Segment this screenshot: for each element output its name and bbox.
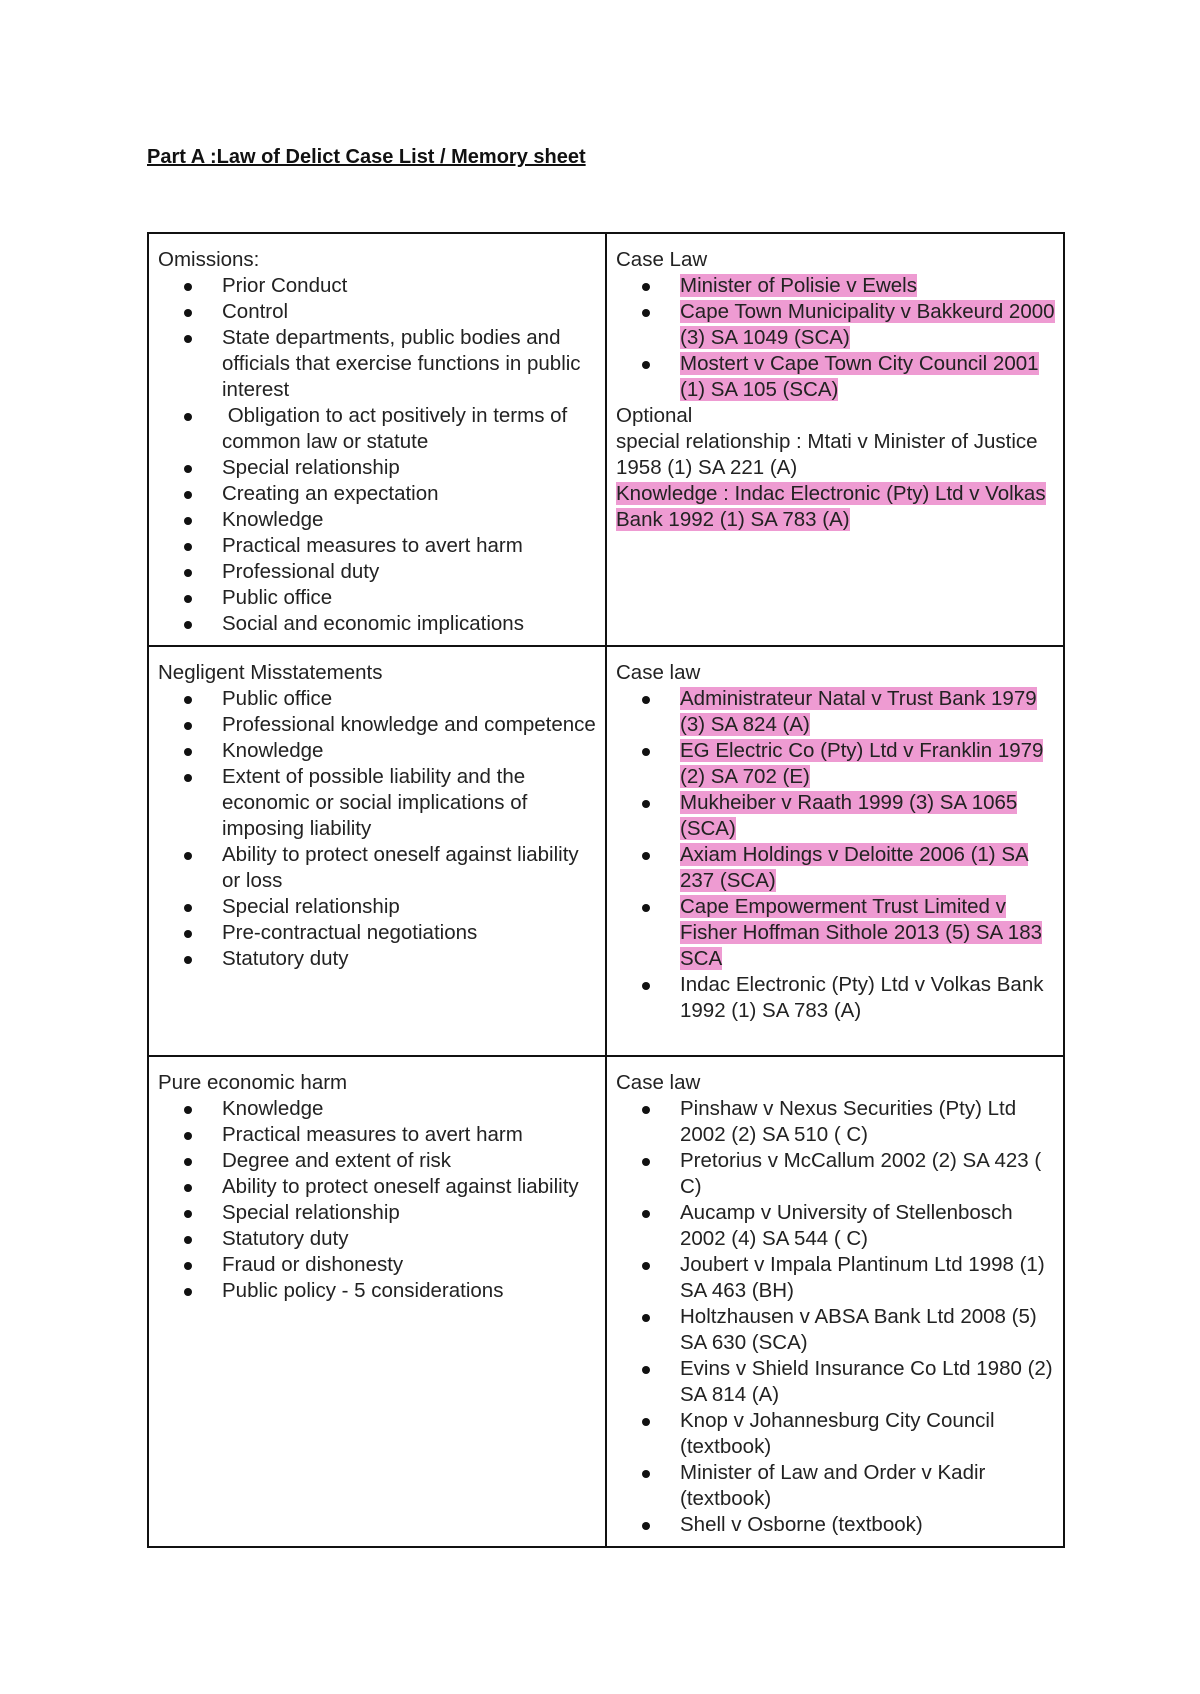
list-item: Shell v Osborne (textbook) <box>680 1512 1055 1538</box>
list-item: Mukheiber v Raath 1999 (3) SA 1065 (SCA) <box>680 790 1055 842</box>
list-item: Minister of Polisie v Ewels <box>680 273 1055 299</box>
page-title: Part A :Law of Delict Case List / Memory sheet <box>147 146 586 168</box>
bullet-icon <box>184 852 192 860</box>
list-item: Obligation to act positively in terms of common law or statute <box>222 403 597 455</box>
bullet-icon <box>184 413 192 421</box>
bullet-icon <box>184 569 192 577</box>
case-law-cell <box>606 646 1064 1056</box>
topic-list <box>158 273 597 637</box>
list-item: Practical measures to avert harm <box>222 533 597 559</box>
bullet-icon <box>184 696 192 704</box>
bullet-icon <box>184 491 192 499</box>
topic-list <box>158 1096 597 1304</box>
case-list <box>616 1096 1055 1538</box>
list-item: Joubert v Impala Plantinum Ltd 1998 (1) SA 463 (BH) <box>680 1252 1055 1304</box>
list-item: Administrateur Natal v Trust Bank 1979 (3) SA 824 (A) <box>680 686 1055 738</box>
list-item: Axiam Holdings v Deloitte 2006 (1) SA 237 (SCA) <box>680 842 1055 894</box>
bullet-icon <box>184 465 192 473</box>
list-item: State departments, public bodies and officials that exercise functions in public interest <box>222 325 597 403</box>
optional-case: special relationship : Mtati v Minister of Justice 1958 (1) SA 221 (A) <box>616 430 1038 479</box>
bullet-icon <box>184 1262 192 1270</box>
table-row <box>148 646 1064 1056</box>
topic-list <box>158 686 597 972</box>
bullet-icon <box>642 748 650 756</box>
bullet-icon <box>184 1236 192 1244</box>
bullet-icon <box>642 1418 650 1426</box>
topic-heading: Pure economic harm <box>158 1071 348 1094</box>
bullet-icon <box>184 309 192 317</box>
list-item: Special relationship <box>222 894 597 920</box>
bullet-icon <box>642 1262 650 1270</box>
bullet-icon <box>642 1106 650 1114</box>
bullet-icon <box>184 543 192 551</box>
list-item: Cape Town Municipality v Bakkeurd 2000 (3) SA 1049 (SCA) <box>680 299 1055 351</box>
bullet-icon <box>184 1158 192 1166</box>
case-list <box>616 273 1055 403</box>
bullet-icon <box>184 774 192 782</box>
topic-heading: Negligent Misstatements <box>158 661 383 684</box>
list-item: Public policy - 5 considerations <box>222 1278 597 1304</box>
case-law-cell <box>606 1056 1064 1547</box>
list-item: Professional duty <box>222 559 597 585</box>
list-item: Knowledge <box>222 1096 597 1122</box>
list-item: Public office <box>222 585 597 611</box>
list-item: Social and economic implications <box>222 611 597 637</box>
list-item: Special relationship <box>222 1200 597 1226</box>
topic-heading: Omissions: <box>158 248 260 271</box>
optional-heading: Optional <box>616 404 693 427</box>
bullet-icon <box>642 1314 650 1322</box>
list-item: Control <box>222 299 597 325</box>
bullet-icon <box>184 283 192 291</box>
bullet-icon <box>184 1106 192 1114</box>
topic-cell <box>148 1056 606 1547</box>
bullet-icon <box>184 930 192 938</box>
list-item: Pinshaw v Nexus Securities (Pty) Ltd 2002 (2) SA 510 ( C) <box>680 1096 1055 1148</box>
case-law-cell <box>606 233 1064 646</box>
list-item: Creating an expectation <box>222 481 597 507</box>
list-item: EG Electric Co (Pty) Ltd v Franklin 1979 (2) SA 702 (E) <box>680 738 1055 790</box>
list-item: Cape Empowerment Trust Limited v Fisher Hoffman Sithole 2013 (5) SA 183 SCA <box>680 894 1055 972</box>
bullet-icon <box>184 1184 192 1192</box>
list-item: Fraud or dishonesty <box>222 1252 597 1278</box>
list-item: Knowledge <box>222 507 597 533</box>
bullet-icon <box>642 800 650 808</box>
bullet-icon <box>642 852 650 860</box>
bullet-icon <box>642 982 650 990</box>
bullet-icon <box>642 283 650 291</box>
list-item: Ability to protect oneself against liability <box>222 1174 597 1200</box>
table-row <box>148 1056 1064 1547</box>
topic-cell <box>148 646 606 1056</box>
bullet-icon <box>184 517 192 525</box>
bullet-icon <box>642 1158 650 1166</box>
case-law-heading: Case law <box>616 1071 701 1094</box>
bullet-icon <box>642 1470 650 1478</box>
case-law-heading: Case Law <box>616 248 708 271</box>
list-item: Statutory duty <box>222 1226 597 1252</box>
bullet-icon <box>642 361 650 369</box>
case-list-table <box>147 232 1065 1548</box>
list-item: Special relationship <box>222 455 597 481</box>
bullet-icon <box>184 904 192 912</box>
case-list <box>616 686 1055 1024</box>
topic-cell <box>148 233 606 646</box>
bullet-icon <box>184 722 192 730</box>
bullet-icon <box>184 621 192 629</box>
bullet-icon <box>642 904 650 912</box>
list-item: Mostert v Cape Town City Council 2001 (1) SA 105 (SCA) <box>680 351 1055 403</box>
bullet-icon <box>184 1210 192 1218</box>
list-item: Pretorius v McCallum 2002 (2) SA 423 ( C) <box>680 1148 1055 1200</box>
list-item: Knop v Johannesburg City Council (textbook) <box>680 1408 1055 1460</box>
list-item: Professional knowledge and competence <box>222 712 597 738</box>
bullet-icon <box>184 956 192 964</box>
list-item: Prior Conduct <box>222 273 597 299</box>
list-item: Practical measures to avert harm <box>222 1122 597 1148</box>
list-item: Pre-contractual negotiations <box>222 920 597 946</box>
list-item: Holtzhausen v ABSA Bank Ltd 2008 (5) SA 630 (SCA) <box>680 1304 1055 1356</box>
list-item: Statutory duty <box>222 946 597 972</box>
list-item: Minister of Law and Order v Kadir (textbook) <box>680 1460 1055 1512</box>
bullet-icon <box>184 1132 192 1140</box>
bullet-icon <box>642 696 650 704</box>
bullet-icon <box>642 1366 650 1374</box>
bullet-icon <box>184 1288 192 1296</box>
list-item: Public office <box>222 686 597 712</box>
list-item: Aucamp v University of Stellenbosch 2002 (4) SA 544 ( C) <box>680 1200 1055 1252</box>
bullet-icon <box>184 335 192 343</box>
bullet-icon <box>184 748 192 756</box>
optional-case-highlighted: Knowledge : Indac Electronic (Pty) Ltd v Volkas Bank 1992 (1) SA 783 (A) <box>616 482 1046 531</box>
bullet-icon <box>642 1210 650 1218</box>
bullet-icon <box>184 595 192 603</box>
bullet-icon <box>642 1522 650 1530</box>
list-item: Ability to protect oneself against liability or loss <box>222 842 597 894</box>
list-item: Degree and extent of risk <box>222 1148 597 1174</box>
list-item: Knowledge <box>222 738 597 764</box>
case-law-heading: Case law <box>616 661 701 684</box>
list-item: Extent of possible liability and the economic or social implications of imposing liability <box>222 764 597 842</box>
table-row <box>148 233 1064 646</box>
list-item: Indac Electronic (Pty) Ltd v Volkas Bank 1992 (1) SA 783 (A) <box>680 972 1055 1024</box>
list-item: Evins v Shield Insurance Co Ltd 1980 (2) SA 814 (A) <box>680 1356 1055 1408</box>
bullet-icon <box>642 309 650 317</box>
